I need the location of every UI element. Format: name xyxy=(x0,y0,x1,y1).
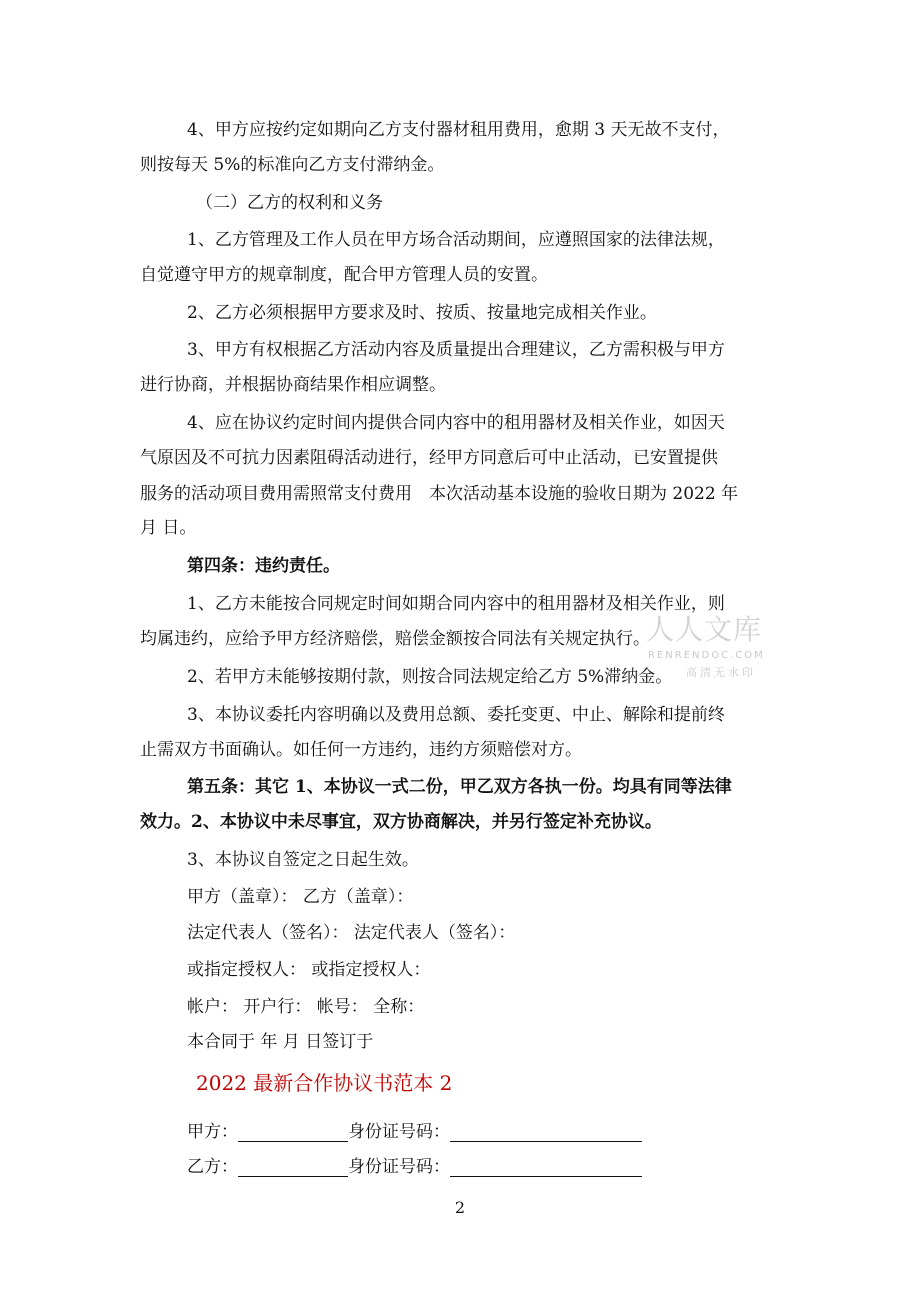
article-5-line: 效力。2、本协议中未尽事宜，双方协商解决，并另行签定补充协议。 xyxy=(140,812,662,832)
party-b-id-blank[interactable] xyxy=(450,1158,642,1177)
paragraph-line: 均属违约，应给予甲方经济赔偿，赔偿金额按合同法有关规定执行。 xyxy=(140,629,650,649)
signature-line: 或指定授权人： 或指定授权人： xyxy=(187,960,431,980)
paragraph-line: 1、乙方未能按合同规定时间如期合同内容中的租用器材及相关作业，则 xyxy=(187,594,725,614)
party-a-id-blank[interactable] xyxy=(450,1123,642,1142)
section-subheading: （二）乙方的权利和义务 xyxy=(196,193,383,213)
paragraph-line: 3、本协议委托内容明确以及费用总额、委托变更、中止、解除和提前终 xyxy=(187,705,725,725)
document-title: 2022 最新合作协议书范本 2 xyxy=(196,1071,453,1095)
party-b-name-blank[interactable] xyxy=(238,1158,348,1177)
paragraph-line: 4、应在协议约定时间内提供合同内容中的租用器材及相关作业，如因天 xyxy=(187,413,725,433)
signing-date-line: 本合同于 年 月 日签订于 xyxy=(187,1032,374,1052)
party-b-row xyxy=(187,1157,642,1177)
paragraph-line: 止需双方书面确认。如任何一方违约，违约方须赔偿对方。 xyxy=(140,740,582,760)
id-number-label: 身份证号码： xyxy=(348,1157,450,1177)
paragraph-line: 进行协商，并根据协商结果作相应调整。 xyxy=(140,375,446,395)
party-b-label: 乙方： xyxy=(187,1157,238,1177)
party-a-row xyxy=(187,1122,642,1142)
paragraph-line: 1、乙方管理及工作人员在甲方场合活动期间，应遵照国家的法律法规， xyxy=(187,230,725,250)
paragraph-line: 气原因及不可抗力因素阻碍活动进行，经甲方同意后可中止活动，已安置提供 xyxy=(140,448,718,468)
watermark-logo xyxy=(646,614,776,684)
paragraph-line: 4、甲方应按约定如期向乙方支付器材租用费用，愈期 3 天无故不支付， xyxy=(187,120,730,140)
article-4-heading: 第四条：违约责任。 xyxy=(187,556,340,576)
party-a-name-blank[interactable] xyxy=(238,1123,348,1142)
paragraph-line: 服务的活动项目费用需照常支付费用 本次活动基本设施的验收日期为 2022 年 xyxy=(140,484,739,504)
account-line: 帐户： 开户行： 帐号： 全称： xyxy=(187,997,425,1017)
signature-line: 法定代表人（签名）： 法定代表人（签名）： xyxy=(187,923,516,943)
paragraph-line: 2、乙方必须根据甲方要求及时、按质、按量地完成相关作业。 xyxy=(187,303,657,323)
page-number: 2 xyxy=(454,1198,466,1217)
watermark-url: RENRENDOC.COM xyxy=(648,650,765,661)
paragraph-line: 2、若甲方未能够按期付款，则按合同法规定给乙方 5%滞纳金。 xyxy=(187,667,673,687)
watermark-text: 人人文库 xyxy=(646,613,763,646)
paragraph-line: 则按每天 5%的标准向乙方支付滞纳金。 xyxy=(140,155,445,175)
party-a-label: 甲方： xyxy=(187,1122,238,1142)
paragraph-line: 3、甲方有权根据乙方活动内容及质量提出合理建议，乙方需积极与甲方 xyxy=(187,340,725,360)
paragraph-line: 3、本协议自签定之日起生效。 xyxy=(187,850,419,870)
signature-line: 甲方（盖章）： 乙方（盖章）： xyxy=(187,887,414,907)
paragraph-line: 自觉遵守甲方的规章制度，配合甲方管理人员的安置。 xyxy=(140,265,548,285)
article-5-line: 第五条：其它 1、本协议一式二份，甲乙双方各执一份。均具有同等法律 xyxy=(187,777,732,797)
id-number-label: 身份证号码： xyxy=(348,1122,450,1142)
watermark-tagline: 高清无水印 xyxy=(686,666,756,679)
paragraph-line: 月 日。 xyxy=(140,518,197,538)
